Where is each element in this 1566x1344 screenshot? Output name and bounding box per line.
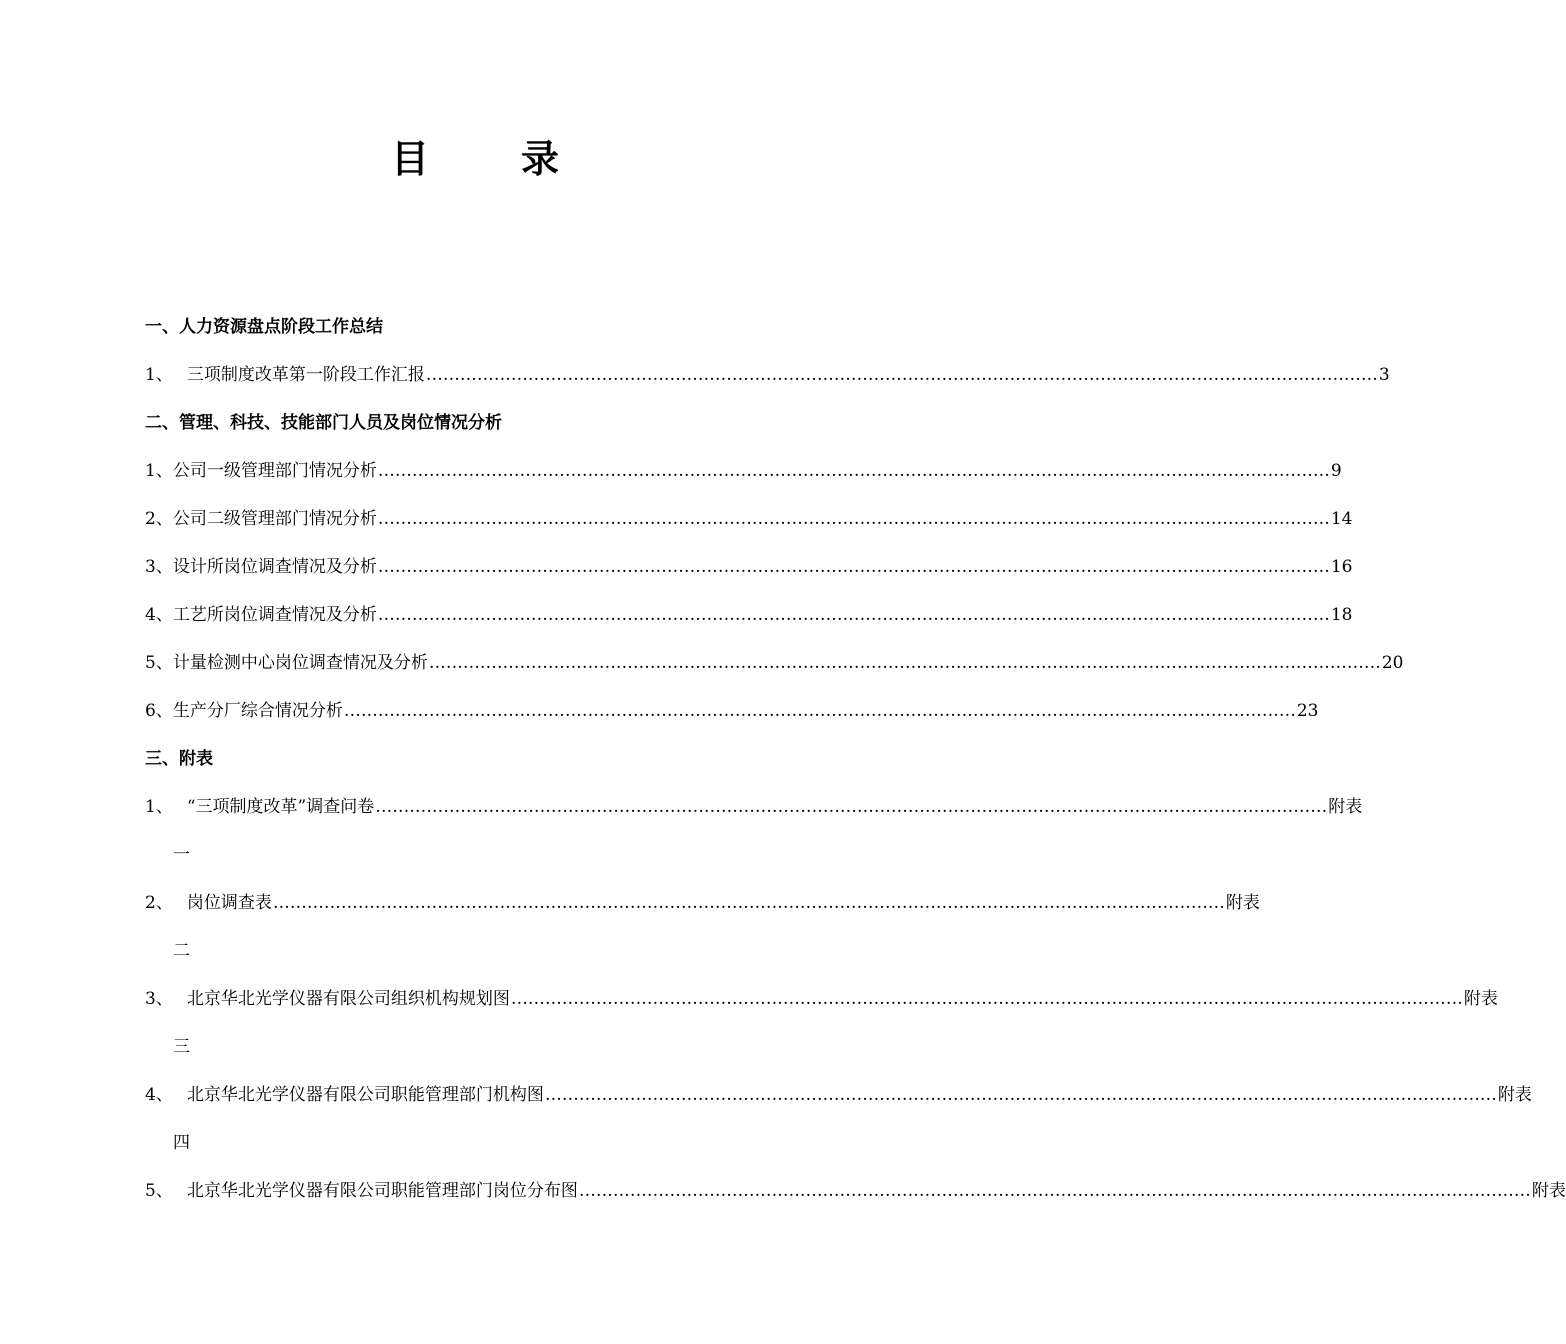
toc-entry[interactable] <box>145 792 1363 840</box>
toc-leader-dots: …………………………………………………………………………………………………………………………………………………… <box>375 797 1328 817</box>
toc-leader-dots: …………………………………………………………………………………………………………………………………………………… <box>377 509 1330 529</box>
toc-leader-dots: …………………………………………………………………………………………………………………………………………………… <box>544 1085 1497 1105</box>
toc-section-heading: 一、人力资源盘点阶段工作总结 <box>145 317 383 337</box>
toc-entry-number: 6、 <box>145 701 173 721</box>
toc-entry-label: 北京华北光学仪器有限公司职能管理部门机构图 <box>186 1085 544 1105</box>
toc-entry-page: 3 <box>1378 365 1390 385</box>
toc-leader-dots: …………………………………………………………………………………………………………………………………………………… <box>343 701 1296 721</box>
toc-entry-number: 1、 <box>145 461 173 481</box>
toc-leader-dots: …………………………………………………………………………………………………………………………………………………… <box>377 605 1330 625</box>
toc-entry[interactable] <box>145 1080 1532 1128</box>
toc-entry[interactable] <box>145 360 1390 408</box>
toc-entry-label: 北京华北光学仪器有限公司职能管理部门岗位分布图 <box>186 1181 578 1201</box>
toc-entry-page: 20 <box>1381 653 1404 673</box>
toc-entry-number: 1、 <box>145 365 173 385</box>
toc-entry-number: 5、 <box>145 653 173 673</box>
toc-entry-number: 3、 <box>145 557 173 577</box>
toc-entry-label: 公司一级管理部门情况分析 <box>172 461 377 481</box>
toc-leader-dots: …………………………………………………………………………………………………………………………………………………… <box>377 557 1330 577</box>
toc-entry-number: 2、 <box>145 893 173 913</box>
toc-entry-page: 14 <box>1330 509 1353 529</box>
toc-entry-page: 16 <box>1330 557 1353 577</box>
toc-leader-dots: …………………………………………………………………………………………………………………………………………………… <box>510 989 1463 1009</box>
toc-entry[interactable] <box>145 1176 1566 1224</box>
toc-entry-label: 计量检测中心岗位调查情况及分析 <box>172 653 428 673</box>
toc-entry[interactable] <box>145 552 1353 600</box>
toc-leader-dots: …………………………………………………………………………………………………………………………………………………… <box>272 893 1225 913</box>
toc-entry-page: 18 <box>1330 605 1353 625</box>
toc-entry-page: 23 <box>1296 701 1319 721</box>
toc-leader-dots: …………………………………………………………………………………………………………………………………………………… <box>425 365 1378 385</box>
toc-entry-number: 3、 <box>145 989 173 1009</box>
toc-leader-dots: …………………………………………………………………………………………………………………………………………………… <box>428 653 1381 673</box>
toc-entry[interactable] <box>145 984 1498 1032</box>
toc-entry-number: 2、 <box>145 509 173 529</box>
toc-entry-page: 附表 <box>1463 989 1498 1009</box>
toc-entry[interactable] <box>145 888 1260 936</box>
toc-entry-number: 4、 <box>145 605 173 625</box>
toc-entry[interactable] <box>145 648 1404 696</box>
toc-entry-number: 1、 <box>145 797 173 817</box>
toc-entry-number: 4、 <box>145 1085 173 1105</box>
toc-section-heading: 三、附表 <box>145 749 213 769</box>
toc-entry-label: 岗位调查表 <box>186 893 272 913</box>
title-char-2: 录 <box>521 136 560 181</box>
table-of-contents <box>145 312 1566 1224</box>
toc-entry-page: 附表 <box>1225 893 1260 913</box>
toc-entry-label: 北京华北光学仪器有限公司组织机构规划图 <box>186 989 510 1009</box>
toc-entry[interactable] <box>145 504 1353 552</box>
toc-entry-page: 9 <box>1330 461 1342 481</box>
toc-entry-continuation: 二 <box>173 941 190 961</box>
toc-entry-label: 生产分厂综合情况分析 <box>172 701 343 721</box>
toc-entry-page: 附表 <box>1328 797 1363 817</box>
toc-entry-continuation: 三 <box>173 1037 190 1057</box>
toc-entry-label: “三项制度改革”调查问卷 <box>186 797 375 817</box>
toc-entry-label: 设计所岗位调查情况及分析 <box>172 557 377 577</box>
toc-entry[interactable] <box>145 600 1353 648</box>
toc-leader-dots: …………………………………………………………………………………………………………………………………………………… <box>578 1181 1531 1201</box>
toc-leader-dots: …………………………………………………………………………………………………………………………………………………… <box>377 461 1330 481</box>
toc-entry[interactable] <box>145 696 1319 744</box>
page-title <box>0 128 950 183</box>
toc-entry-label: 公司二级管理部门情况分析 <box>172 509 377 529</box>
toc-entry[interactable] <box>145 456 1342 504</box>
toc-entry-number: 5、 <box>145 1181 173 1201</box>
toc-section-heading: 二、管理、科技、技能部门人员及岗位情况分析 <box>145 413 502 433</box>
toc-entry-label: 三项制度改革第一阶段工作汇报 <box>186 365 425 385</box>
toc-entry-continuation: 一 <box>173 845 190 865</box>
toc-entry-page: 附表 <box>1497 1085 1532 1105</box>
toc-entry-label: 工艺所岗位调查情况及分析 <box>172 605 377 625</box>
toc-entry-continuation: 四 <box>173 1133 190 1153</box>
toc-entry-page: 附表 <box>1531 1181 1566 1201</box>
title-char-1: 目 <box>390 136 429 181</box>
